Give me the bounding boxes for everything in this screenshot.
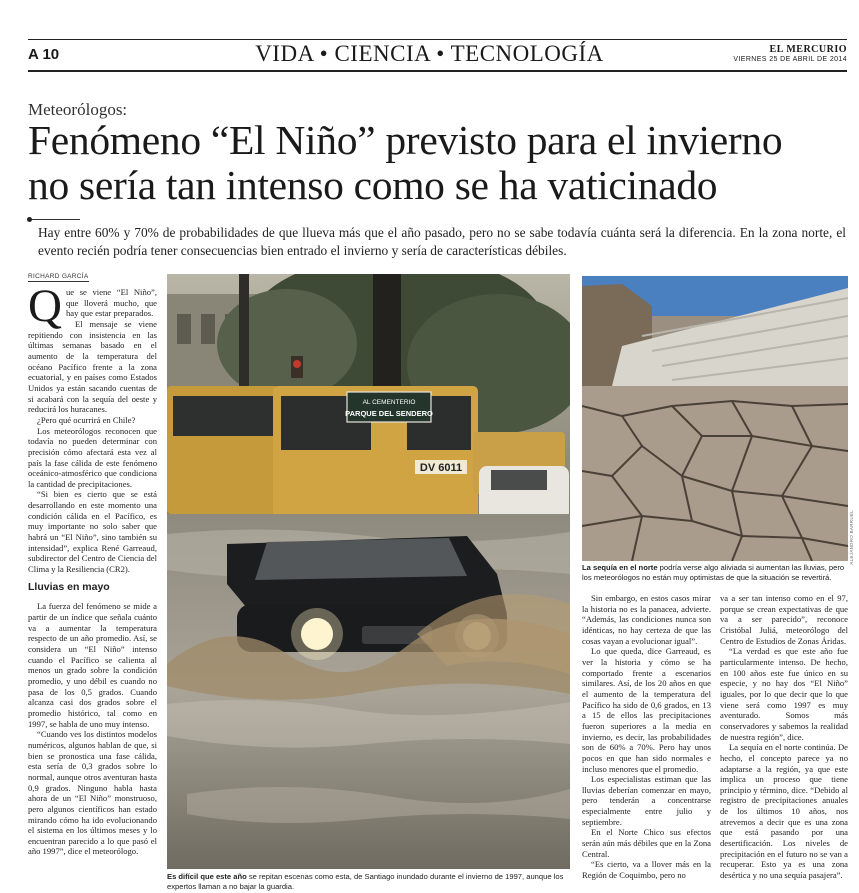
drought-photo-caption [582, 563, 848, 583]
newspaper-brand: EL MERCURIO [769, 44, 847, 55]
issue-date: VIERNES 25 DE ABRIL DE 2014 [733, 56, 847, 63]
paragraph: ¿Pero qué ocurrirá en Chile? [37, 414, 136, 425]
drought-photo-illustration [582, 276, 848, 561]
paragraph: “Es cierto, va a llover más en la Región de Coquimbo, pero no [582, 859, 711, 881]
header-bottom-rule [28, 70, 847, 72]
paragraph: va a ser tan intenso como en el 97, porque se crean expectativas de que va a ser parecido”, reconoce Cristóbal Juliá, meteorólogo del Centro de Estudios de Zonas Áridas. [720, 593, 848, 646]
paragraph: Los meteorólogos reconocen que todavía no pueden determinar con precisión cómo afectará esta vez al país la fase cálida de este fenómeno oceánico-atmosférico que condiciona la cantidad de precipitaciones. [28, 425, 157, 489]
flood-photo-caption [167, 872, 570, 892]
header-top-rule [28, 39, 847, 40]
paragraph: En el Norte Chico sus efectos serán aún más débiles que en la Zona Central. [582, 827, 711, 859]
drought-photo [582, 276, 848, 561]
byline: RICHARD GARCÍA [28, 273, 89, 280]
article-headline [28, 118, 853, 208]
flood-photo [167, 274, 570, 869]
article-deck: Hay entre 60% y 70% de probabilidades de que llueva más que el año pasado, pero no se sabe todavía cuánta será la diferencia. En la zona norte, el evento recién podría tener consecuencias bien entrado el invierno y sería de características débiles. [38, 225, 846, 258]
paragraph: La sequía en el norte continúa. De hecho, el concepto parece ya no adaptarse a la región, ya que este implica un proceso que tiene principio y término, dice. “Debido al registro de precipitaciones anuales de los últimos 10 años, nos atrevemos a decir que es una zona que está pasando por una desertificación. Los niveles de precipitación en el futuro no se van a recuperar. Esto ya es una zona desértica y no una sequía pasajera”. [720, 742, 848, 881]
paragraph: El mensaje se viene repitiendo con insistencia en las últimas semanas basado en el aumento de la temperatura del océano Pacífico frente a la zona ecuatorial, y en países como Estados Unidos ya están sacando cuentas de si acabará con la sequía del oeste y reducirá los huracanes. [28, 318, 157, 415]
paragraph: ue se viene “El Niño”, que lloverá mucho, que hay que estar preparados. [65, 287, 157, 319]
paragraph: Lo que queda, dice Garreaud, es ver la historia y cómo se ha comportado frente a escenarios similares. Así, de los 20 años en que el aumento de la temperatura del Pacífico ha sido de 0,6 grados, en 13 a 15 de ellos las precipitaciones fueron superiores a la media en invierno, es decir, las probabilidades son de 60% a 70%. Pero hay unos pocos en que han sido normales e incluso menores que el promedio. [582, 646, 711, 774]
article-column-2 [582, 593, 711, 881]
paragraph: “Si bien es cierto que se está desarrollando en este momento una condición cálida en el Pacífico, es muy importante no solo saber que habrá un “El Niño”, sino también su intensidad”, explica René Garreaud, subdirector del Centro de Ciencia del Clima y la Resiliencia (CR2). [28, 489, 157, 575]
street-sign-line-1: AL CEMENTERIO [362, 399, 416, 406]
caption-lead: La sequía en el norte [582, 563, 658, 572]
headline-divider [28, 219, 80, 220]
article-column-1 [28, 280, 157, 857]
caption-lead: Es difícil que este año [167, 872, 247, 881]
paragraph: Sin embargo, en estos casos mirar la historia no es la panacea, advierte. “Además, las condiciones nunca son idénticas, no hay certeza de que las cosas vayan a evolucionar igual”. [582, 593, 711, 646]
article-column-3 [720, 593, 848, 881]
street-sign-line-2: PARQUE DEL SENDERO [345, 409, 433, 418]
headline-line-1: Fenómeno “El Niño” previsto para el invierno [28, 117, 783, 163]
photo-credit: ALEJANDRO BARRUEL [849, 510, 854, 565]
flood-photo-illustration [167, 274, 570, 869]
paragraph: La fuerza del fenómeno se mide a partir de un índice que señala cuánto va a aumentar la temperatura respecto de un año promedio. Así, se considera un “El Niño” intenso cuando el Pacífico se calienta al menos un grado sobre la condición promedio, y uno débil es cuando no pasa de los 0,5 grados. Cuando alcanza casi dos grados sobre el promedio histórico, tal como en 1997, se habla de uno muy intenso. [28, 601, 157, 729]
drop-cap: Q [28, 280, 62, 332]
paragraph: “Cuando ves los distintos modelos numéricos, algunos hablan de que, si bien se pronostica una fase cálida, esta sería de 0,3 grados sobre lo normal, aunque otros aventuran hasta 0,9 grados. Ninguno habla hasta ahora de un “El Niño” monstruoso, pero algunos científicos han estado mirando cómo ha ido evolucionando el sistema en los últimos meses y lo encuentran parecido a lo que pasó el año 1997”, dice el meteorólogo. [28, 729, 157, 857]
article-kicker: Meteorólogos: [28, 100, 128, 119]
paragraph: Los especialistas estiman que las lluvias deberían comenzar en mayo, pero tenderán a concentrarse especialmente entre julio y septiembre. [582, 774, 711, 827]
masthead [733, 44, 847, 63]
headline-line-2: no sería tan intenso como se ha vaticinado [28, 162, 718, 208]
bus-plate: DV 6011 [419, 462, 463, 474]
caption-text: podría verse algo aliviada si aumentan las lluvias, pero los meteorólogos no están muy optimistas de que la situación se revertirá. [582, 563, 845, 582]
caption-text: se repitan escenas como esta, de Santiago inundado durante el invierno de 1997, aunque los expertos llaman a no bajar la guardia. [167, 872, 564, 891]
subheading: Lluvias en mayo [28, 580, 110, 593]
page-number: A 10 [28, 46, 60, 63]
section-title: VIDA • CIENCIA • TECNOLOGÍA [255, 41, 604, 66]
paragraph: “La verdad es que este año fue particularmente intenso. De hecho, en 100 años este fue único en su especie, y no hay dos “El Niño” iguales, por lo que decir que lo que viene será como 1997 es muy aventurado. Somos más conservadores y sabemos la realidad de nuestra región”, dice. [720, 646, 848, 742]
